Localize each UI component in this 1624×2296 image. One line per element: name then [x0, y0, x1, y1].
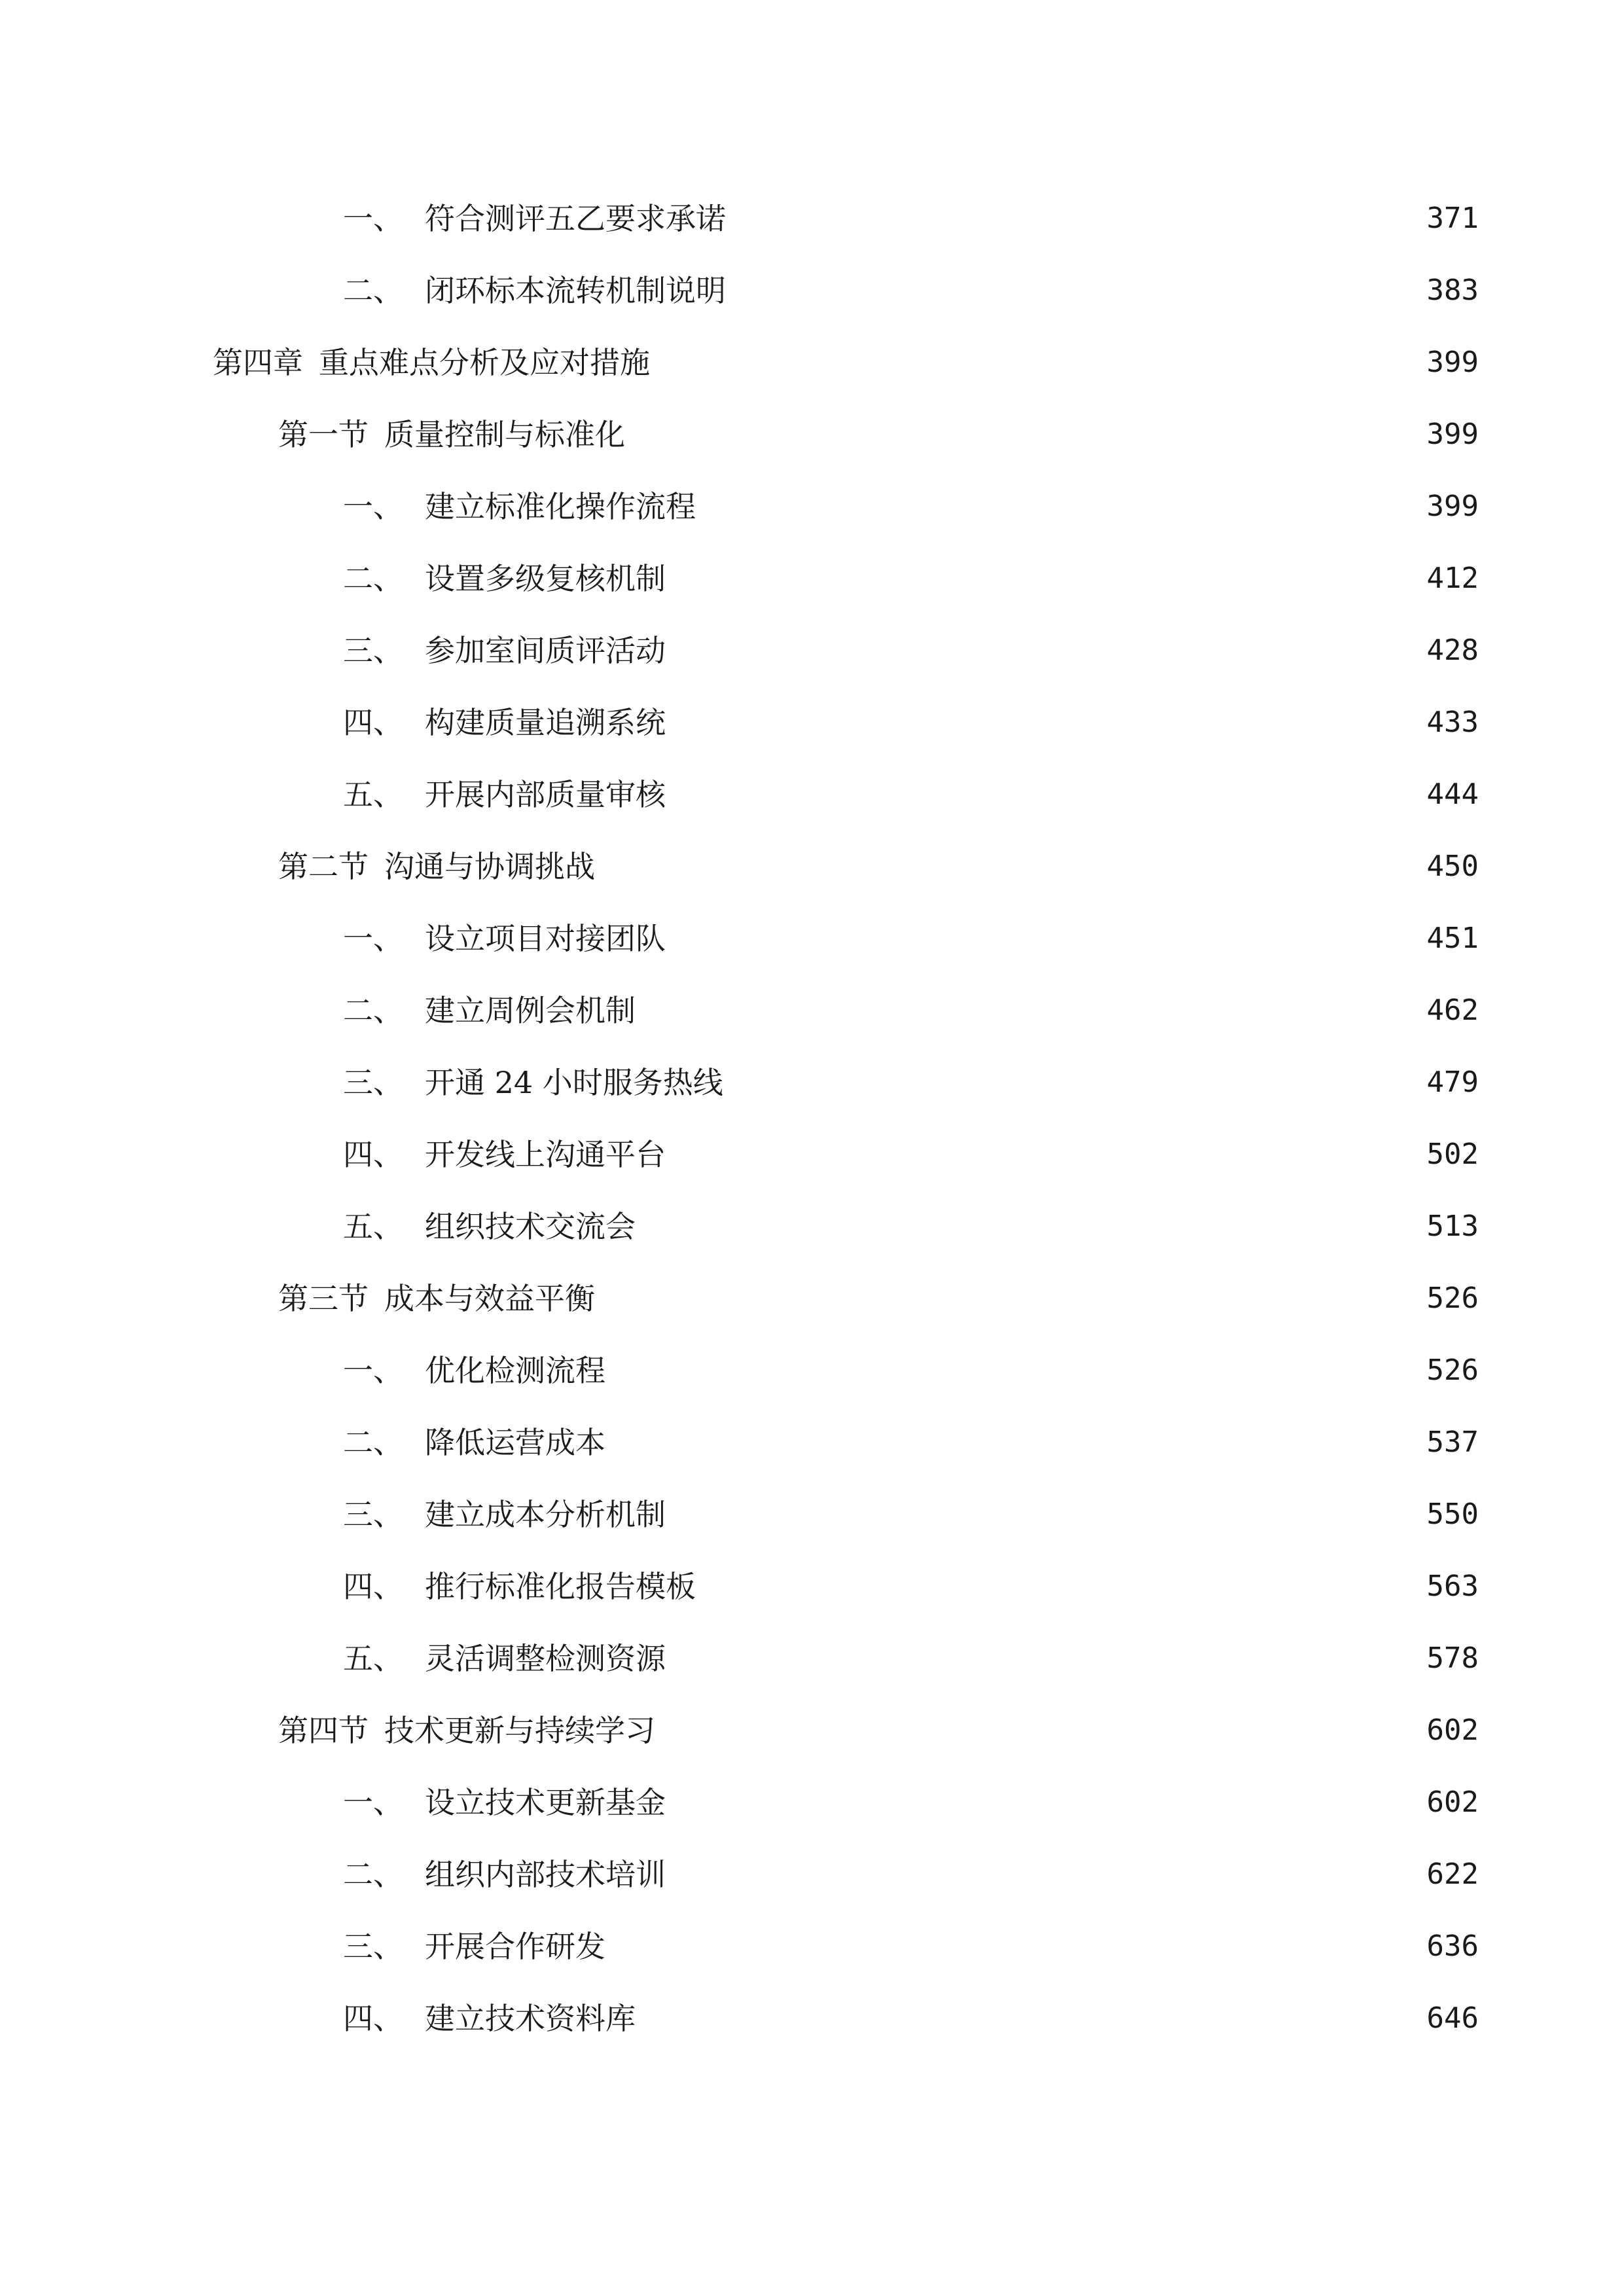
toc-entry[interactable] [343, 767, 1479, 822]
toc-entry[interactable] [343, 1991, 1479, 2046]
toc-entry-section[interactable] [278, 407, 1479, 462]
entry-page-number: 433 [1426, 706, 1479, 739]
entry-page-number: 502 [1426, 1138, 1479, 1171]
entry-page-number: 412 [1426, 562, 1479, 595]
entry-number: 二、 [343, 1425, 403, 1460]
entry-number: 四、 [343, 705, 403, 740]
entry-number: 一、 [343, 1785, 403, 1820]
toc-entry[interactable] [343, 1847, 1479, 1902]
toc-entry[interactable] [343, 191, 1479, 246]
entry-title: 重点难点分析及应对措施 [319, 345, 650, 380]
toc-entry[interactable] [343, 695, 1479, 750]
dot-leader [642, 1991, 1418, 2046]
dot-leader [612, 1343, 1418, 1398]
entry-number: 一、 [343, 921, 403, 956]
entry-number: 一、 [343, 489, 403, 524]
entry-page-number: 399 [1426, 418, 1479, 451]
entry-number: 二、 [343, 561, 403, 596]
entry-title: 闭环标本流转机制说明 [425, 273, 726, 308]
entry-title: 开发线上沟通平台 [425, 1137, 666, 1172]
entry-page-number: 428 [1426, 634, 1479, 667]
toc-entry-section[interactable] [278, 1271, 1479, 1326]
entry-title: 建立成本分析机制 [425, 1497, 666, 1532]
entry-page-number: 479 [1426, 1066, 1479, 1099]
dot-leader [612, 1415, 1418, 1470]
dot-leader [672, 1847, 1418, 1902]
entry-title: 优化检测流程 [425, 1353, 605, 1388]
dot-leader [602, 1271, 1418, 1326]
dot-leader [702, 479, 1418, 534]
toc-entry[interactable] [343, 1487, 1479, 1542]
entry-number: 五、 [343, 1209, 403, 1244]
dot-leader [672, 551, 1418, 606]
entry-number: 二、 [343, 993, 403, 1028]
entry-title: 建立周例会机制 [425, 993, 636, 1028]
entry-page-number: 602 [1426, 1713, 1479, 1747]
toc-entry[interactable] [343, 1919, 1479, 1974]
entry-page-number: 526 [1426, 1354, 1479, 1387]
entry-page-number: 399 [1426, 346, 1479, 379]
toc-entry[interactable] [343, 1415, 1479, 1470]
dot-leader [672, 623, 1418, 678]
toc-entry[interactable] [343, 1775, 1479, 1830]
entry-title: 质量控制与标准化 [384, 417, 625, 452]
entry-number: 一、 [343, 1353, 403, 1388]
entry-title: 设立技术更新基金 [425, 1785, 666, 1820]
entry-title: 成本与效益平衡 [384, 1281, 595, 1316]
dot-leader [672, 1127, 1418, 1182]
entry-title: 设置多级复核机制 [425, 561, 666, 596]
entry-number: 三、 [343, 633, 403, 668]
entry-number: 一、 [343, 201, 403, 236]
entry-number: 第四节 [278, 1713, 369, 1748]
entry-title: 构建质量追溯系统 [425, 705, 666, 740]
dot-leader [672, 1631, 1418, 1686]
dot-leader [657, 335, 1418, 390]
entry-number: 第四章 [213, 345, 303, 380]
dot-leader [672, 1487, 1418, 1542]
entry-page-number: 578 [1426, 1641, 1479, 1675]
toc-entry[interactable] [343, 551, 1479, 606]
entry-title: 设立项目对接团队 [425, 921, 666, 956]
entry-page-number: 444 [1426, 778, 1479, 811]
dot-leader [672, 911, 1418, 966]
toc-entry-chapter[interactable] [213, 335, 1479, 390]
entry-page-number: 636 [1426, 1929, 1479, 1963]
toc-entry[interactable] [343, 1055, 1479, 1110]
dot-leader [732, 191, 1418, 246]
toc-entry[interactable] [343, 1343, 1479, 1398]
entry-page-number: 451 [1426, 922, 1479, 955]
dot-leader [642, 1199, 1418, 1254]
entry-number: 第二节 [278, 849, 369, 884]
dot-leader [732, 263, 1418, 318]
entry-page-number: 513 [1426, 1210, 1479, 1243]
entry-title: 推行标准化报告模板 [425, 1569, 696, 1604]
toc-entry[interactable] [343, 263, 1479, 318]
entry-number: 第一节 [278, 417, 369, 452]
entry-number: 三、 [343, 1497, 403, 1532]
entry-title: 符合测评五乙要求承诺 [425, 201, 726, 236]
dot-leader [730, 1055, 1418, 1110]
entry-number: 第三节 [278, 1281, 369, 1316]
dot-leader [642, 983, 1418, 1038]
toc-entry-section[interactable] [278, 1703, 1479, 1758]
toc-entry[interactable] [343, 479, 1479, 534]
entry-title: 技术更新与持续学习 [384, 1713, 655, 1748]
entry-page-number: 537 [1426, 1426, 1479, 1459]
entry-number: 二、 [343, 273, 403, 308]
dot-leader [672, 767, 1418, 822]
entry-number: 五、 [343, 1641, 403, 1676]
entry-number: 五、 [343, 777, 403, 812]
entry-number: 二、 [343, 1857, 403, 1892]
dot-leader [632, 407, 1418, 462]
entry-number: 四、 [343, 1137, 403, 1172]
entry-page-number: 450 [1426, 850, 1479, 883]
entry-page-number: 646 [1426, 2001, 1479, 2035]
toc-entry[interactable] [343, 1127, 1479, 1182]
toc-entry[interactable] [343, 623, 1479, 678]
entry-title: 开展内部质量审核 [425, 777, 666, 812]
entry-page-number: 550 [1426, 1498, 1479, 1531]
dot-leader [662, 1703, 1418, 1758]
dot-leader [672, 695, 1418, 750]
toc-entry[interactable] [343, 911, 1479, 966]
toc-entry[interactable] [343, 1631, 1479, 1686]
dot-leader [672, 1775, 1418, 1830]
entry-number: 三、 [343, 1929, 403, 1964]
dot-leader [702, 1559, 1418, 1614]
entry-title: 灵活调整检测资源 [425, 1641, 666, 1676]
entry-page-number: 622 [1426, 1857, 1479, 1891]
toc-entry[interactable] [343, 1199, 1479, 1254]
entry-title: 建立标准化操作流程 [425, 489, 696, 524]
entry-page-number: 602 [1426, 1785, 1479, 1819]
entry-number: 四、 [343, 1569, 403, 1604]
entry-title: 参加室间质评活动 [425, 633, 666, 668]
entry-number: 三、 [343, 1065, 403, 1100]
entry-page-number: 399 [1426, 490, 1479, 523]
entry-page-number: 563 [1426, 1570, 1479, 1603]
entry-title: 组织内部技术培训 [425, 1857, 666, 1892]
toc-entry[interactable] [343, 983, 1479, 1038]
toc-entry-section[interactable] [278, 839, 1479, 894]
entry-title: 建立技术资料库 [425, 2001, 636, 2036]
dot-leader [612, 1919, 1418, 1974]
entry-title: 降低运营成本 [425, 1425, 605, 1460]
entry-title: 开通 24 小时服务热线 [425, 1065, 723, 1100]
entry-title: 开展合作研发 [425, 1929, 605, 1964]
entry-number: 四、 [343, 2001, 403, 2036]
entry-page-number: 462 [1426, 994, 1479, 1027]
dot-leader [602, 839, 1418, 894]
entry-title: 沟通与协调挑战 [384, 849, 595, 884]
entry-page-number: 371 [1426, 202, 1479, 235]
entry-page-number: 526 [1426, 1282, 1479, 1315]
entry-title: 组织技术交流会 [425, 1209, 636, 1244]
entry-page-number: 383 [1426, 274, 1479, 307]
toc-entry[interactable] [343, 1559, 1479, 1614]
